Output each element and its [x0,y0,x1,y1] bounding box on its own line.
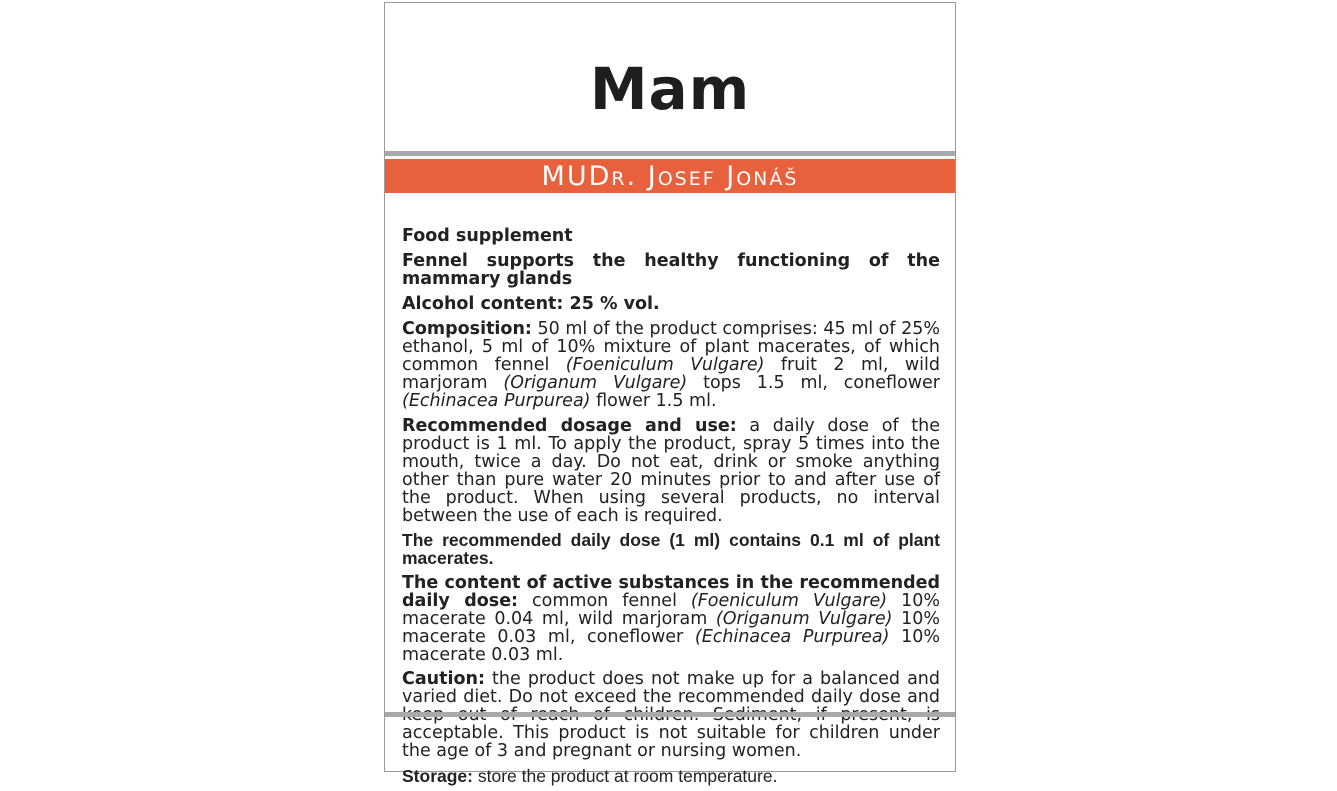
active-label: The content of active substances in the recommended daily dose: [402,572,940,611]
active-text-4: 10% macerate 0.03 ml. [402,626,940,665]
composition-text-4: flower 1.5 ml. [590,391,717,411]
dosage-text: a daily dose of the product is 1 ml. To apply the product, spray 5 times into the mouth, twice a day. Do not eat, drink or smoke anything other than pure water 20 minutes prior to and after use of the product. When using several products, no interval between the use of each is required. [402,415,940,526]
label-text [402,227,940,791]
product-name: Mam [589,55,751,123]
divider-bottom [385,712,955,717]
active-text-3: 10% macerate 0.03 ml, coneflower [402,608,940,647]
storage-paragraph [402,767,940,785]
composition-paragraph [402,320,940,410]
active-text-1: common fennel [518,590,691,611]
brand-band: MUDr. Josef Jonáš [385,159,955,193]
composition-text-2: fruit 2 ml, wild marjoram [402,355,940,393]
composition-latin-3: (Echinacea Purpurea) [402,391,591,411]
storage-text: store the product at room temperature. [472,765,778,786]
active-paragraph [402,574,940,664]
dosage-paragraph [402,417,940,525]
divider-top [385,151,955,156]
claim-line: Fennel supports the healthy functioning of the mammary glands [402,251,940,289]
dosage-label: Recommended dosage and use: [402,415,737,436]
category-line: Food supplement [402,226,573,246]
composition-latin-1: (Foeniculum Vulgare) [565,355,765,375]
caution-text: the product does not make up for a balanced and varied diet. Do not exceed the recommended daily dose and acceptable. This product is not suitable for children under the age of 3 and pregnant or nursing women. [402,669,940,761]
alcohol-line: Alcohol content: 25 % vol. [402,294,660,314]
composition-text-3: tops 1.5 ml, coneflower [687,373,940,393]
composition-text-1: 50 ml of the product comprises: 45 ml of 25% ethanol, 5 ml of 10% mixture of plant macerates, of which common fennel [402,319,941,375]
composition-latin-2: (Origanum Vulgare) [503,373,688,393]
active-latin-3: (Echinacea Purpurea) [694,626,890,647]
active-latin-2: (Origanum Vulgare) [715,608,893,629]
daily-dose-line: The recommended daily dose (1 ml) contains 0.1 ml of plant macerates. [402,530,940,568]
composition-label: Composition: [402,319,532,339]
active-latin-1: (Foeniculum Vulgare) [690,590,888,611]
storage-label: Storage: [402,765,473,786]
product-label [384,2,956,786]
caution-label: Caution: [402,669,485,689]
active-text-2: 10% macerate 0.04 ml, wild marjoram [402,590,940,629]
